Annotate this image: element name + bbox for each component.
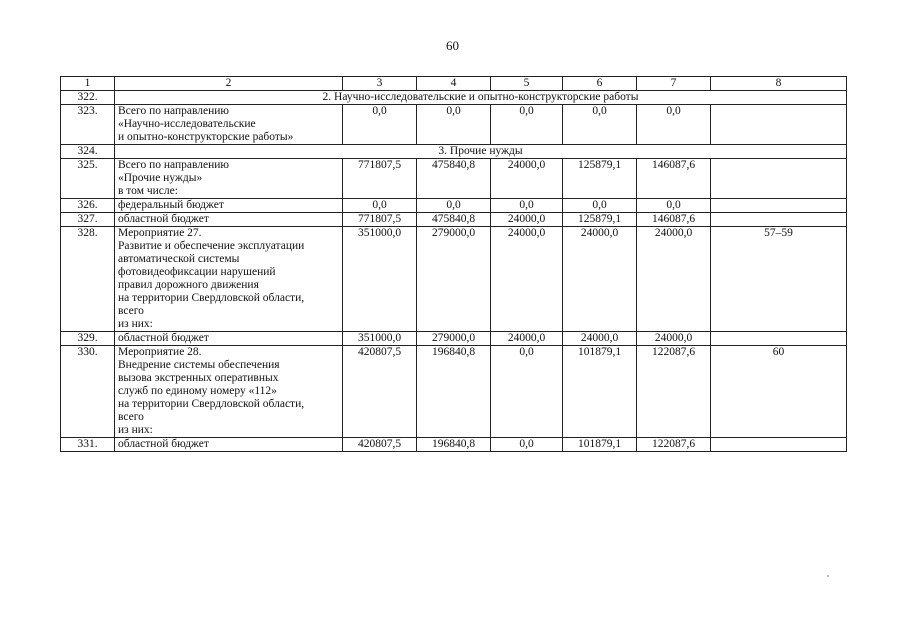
- table-row-326: [61, 199, 847, 213]
- value-col-4: 475840,8: [417, 213, 491, 227]
- row-number: 328.: [61, 227, 115, 332]
- table-row-329: [61, 332, 847, 346]
- value-col-6: 0,0: [563, 105, 637, 145]
- value-col-4: 196840,8: [417, 438, 491, 452]
- header-cell-6: 6: [563, 77, 637, 91]
- header-cell-4: 4: [417, 77, 491, 91]
- value-col-6: 101879,1: [563, 346, 637, 438]
- reference-col-8: [711, 159, 847, 199]
- row-number: 331.: [61, 438, 115, 452]
- value-col-6: 125879,1: [563, 213, 637, 227]
- row-number: 325.: [61, 159, 115, 199]
- value-col-6: 24000,0: [563, 227, 637, 332]
- page-number: 60: [446, 38, 459, 53]
- value-col-7: 122087,6: [637, 438, 711, 452]
- section-row-322: [61, 91, 847, 105]
- value-col-3: 420807,5: [343, 346, 417, 438]
- value-col-5: 0,0: [491, 199, 563, 213]
- header-cell-5: 5: [491, 77, 563, 91]
- header-cell-7: 7: [637, 77, 711, 91]
- section-row-324: [61, 145, 847, 159]
- table-row-328: [61, 227, 847, 332]
- table-row-331: [61, 438, 847, 452]
- value-col-5: 24000,0: [491, 159, 563, 199]
- header-cell-8: 8: [711, 77, 847, 91]
- row-number: 330.: [61, 346, 115, 438]
- value-col-6: 24000,0: [563, 332, 637, 346]
- value-col-3: 771807,5: [343, 213, 417, 227]
- row-number: 327.: [61, 213, 115, 227]
- section-title: 2. Научно-исследовательские и опытно-конструкторские работы: [115, 91, 847, 105]
- value-col-4: 475840,8: [417, 159, 491, 199]
- reference-col-8: 57–59: [711, 227, 847, 332]
- value-col-6: 125879,1: [563, 159, 637, 199]
- table-header-row: [61, 77, 847, 91]
- row-description: Мероприятие 27. Развитие и обеспечение эксплуатации автоматической системы фотовидеофиксации нарушений правил дорожного движения на территории Свердловской области, всего из них:: [115, 227, 343, 332]
- reference-col-8: [711, 332, 847, 346]
- reference-col-8: [711, 105, 847, 145]
- value-col-5: 0,0: [491, 438, 563, 452]
- row-description: Мероприятие 28. Внедрение системы обеспечения вызова экстренных оперативных служб по единому номеру «112» на территории Свердловской области, всего из них:: [115, 346, 343, 438]
- value-col-7: 146087,6: [637, 159, 711, 199]
- reference-col-8: 60: [711, 346, 847, 438]
- value-col-3: 0,0: [343, 105, 417, 145]
- value-col-4: 0,0: [417, 199, 491, 213]
- value-col-7: 24000,0: [637, 332, 711, 346]
- value-col-3: 351000,0: [343, 227, 417, 332]
- row-number: 324.: [61, 145, 115, 159]
- header-cell-1: 1: [61, 77, 115, 91]
- row-description: областной бюджет: [115, 213, 343, 227]
- value-col-5: 24000,0: [491, 227, 563, 332]
- row-number: 322.: [61, 91, 115, 105]
- row-description: федеральный бюджет: [115, 199, 343, 213]
- value-col-4: 279000,0: [417, 227, 491, 332]
- row-number: 329.: [61, 332, 115, 346]
- value-col-6: 101879,1: [563, 438, 637, 452]
- value-col-5: 24000,0: [491, 332, 563, 346]
- table-row-330: [61, 346, 847, 438]
- row-description: областной бюджет: [115, 332, 343, 346]
- value-col-7: 0,0: [637, 105, 711, 145]
- value-col-5: 0,0: [491, 105, 563, 145]
- value-col-3: 0,0: [343, 199, 417, 213]
- row-number: 323.: [61, 105, 115, 145]
- value-col-3: 771807,5: [343, 159, 417, 199]
- header-cell-3: 3: [343, 77, 417, 91]
- row-description: областной бюджет: [115, 438, 343, 452]
- value-col-3: 351000,0: [343, 332, 417, 346]
- header-cell-2: 2: [115, 77, 343, 91]
- section-title: 3. Прочие нужды: [115, 145, 847, 159]
- value-col-4: 279000,0: [417, 332, 491, 346]
- table-row-323: [61, 105, 847, 145]
- row-description: Всего по направлению «Прочие нужды» в том числе:: [115, 159, 343, 199]
- row-number: 326.: [61, 199, 115, 213]
- row-description: Всего по направлению «Научно-исследовательские и опытно-конструкторские работы»: [115, 105, 343, 145]
- value-col-3: 420807,5: [343, 438, 417, 452]
- value-col-7: 0,0: [637, 199, 711, 213]
- value-col-7: 146087,6: [637, 213, 711, 227]
- budget-table: [60, 76, 847, 452]
- value-col-5: 24000,0: [491, 213, 563, 227]
- reference-col-8: [711, 213, 847, 227]
- value-col-5: 0,0: [491, 346, 563, 438]
- value-col-4: 0,0: [417, 105, 491, 145]
- scan-speck: [827, 575, 829, 577]
- value-col-7: 122087,6: [637, 346, 711, 438]
- value-col-7: 24000,0: [637, 227, 711, 332]
- value-col-6: 0,0: [563, 199, 637, 213]
- reference-col-8: [711, 438, 847, 452]
- table-row-325: [61, 159, 847, 199]
- table-row-327: [61, 213, 847, 227]
- value-col-4: 196840,8: [417, 346, 491, 438]
- reference-col-8: [711, 199, 847, 213]
